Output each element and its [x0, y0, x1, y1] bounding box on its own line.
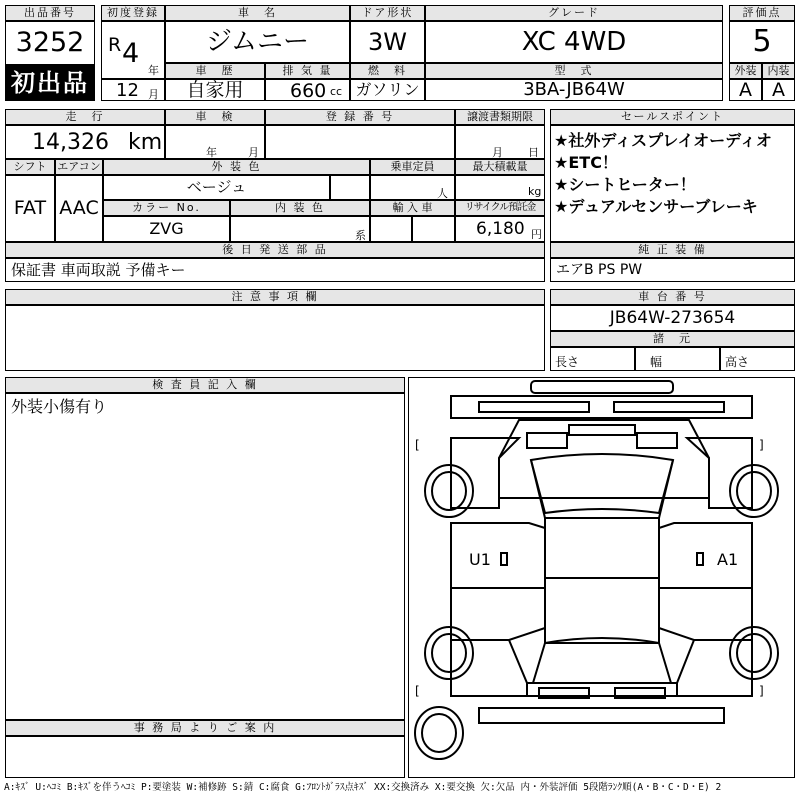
inspection-year-unit: 年 [206, 146, 217, 159]
spec-length-cell [550, 347, 635, 371]
transfer-day-unit: 日 [528, 146, 539, 159]
spec-length: 長さ [555, 355, 580, 369]
first-reg-label: 初度登録 [101, 5, 165, 21]
chassis-number: JB64W-273654 [550, 305, 795, 331]
spec-height-cell [720, 347, 795, 371]
score-label: 評価点 [729, 5, 795, 21]
lot-number: 3252 [5, 21, 95, 65]
sales-point-item: ★ETC！ [554, 153, 618, 172]
specs-label: 諸 元 [550, 331, 795, 347]
model-label: 型 式 [425, 63, 723, 79]
mileage-value: 14,326 [32, 130, 109, 155]
spec-width-cell [635, 347, 720, 371]
reg-year: 4 [122, 38, 140, 69]
color-no-label: カラー No. [103, 200, 230, 216]
office-label: 事 務 局 よ り ご 案 内 [5, 720, 405, 736]
grade: XC 4WD [425, 21, 723, 63]
car-name: ジムニー [165, 21, 350, 63]
recycle-unit: 円 [531, 228, 542, 241]
exterior-color: ベージュ [103, 175, 330, 200]
car-name-label: 車 名 [165, 5, 350, 21]
spec-width: 幅 [650, 355, 663, 369]
reg-number-label: 登 録 番 号 [265, 109, 455, 125]
history-value: 自家用 [165, 79, 265, 101]
sales-points-label: セールスポイント [550, 109, 795, 125]
genuine-equipment: エアB PS PW [550, 258, 795, 282]
reg-month: 12 [116, 80, 139, 101]
first-reg-month-cell [101, 79, 165, 101]
era-letter: R [108, 34, 122, 56]
damage-mark-right: A1 [717, 550, 739, 569]
shift-value: FAT [5, 175, 55, 242]
displacement-label: 排 気 量 [265, 63, 350, 79]
max-load-unit: kg [528, 185, 542, 198]
recycle-value: 6,180 [476, 219, 525, 239]
later-parts: 保証書 車両取説 予備キー [5, 258, 545, 282]
recycle-cell [455, 216, 545, 242]
bracket-front-right: ] [759, 438, 764, 452]
reg-number-cell [265, 125, 455, 159]
int-score: A [762, 79, 795, 101]
month-unit: 月 [148, 88, 159, 101]
ext-score-label: 外装 [729, 63, 762, 79]
exterior-color-label: 外 装 色 [103, 159, 370, 175]
damage-diagram [408, 377, 795, 778]
sales-point-item: ★デュアルセンサーブレーキ [554, 197, 758, 216]
import-cell-a [370, 216, 412, 242]
recycle-label: リサイクル預託金 [455, 200, 545, 216]
first-listing-badge: 初出品 [5, 65, 95, 101]
int-score-label: 内装 [762, 63, 795, 79]
spec-height: 高さ [725, 355, 750, 369]
damage-mark-left: U1 [469, 550, 491, 569]
aircon-value: AAC [55, 175, 103, 242]
interior-color-unit: 系 [355, 229, 366, 242]
inspection-month-unit: 月 [248, 146, 259, 159]
bracket-front-left: [ [415, 438, 420, 452]
office-box [5, 736, 405, 778]
inspection-label: 車 検 [165, 109, 265, 125]
interior-color-cell [230, 216, 370, 242]
model-code: 3BA-JB64W [425, 79, 723, 101]
notes-label: 注 意 事 項 欄 [5, 289, 545, 305]
transfer-cell [455, 125, 545, 159]
ext-score: A [729, 79, 762, 101]
displacement-value: 660 [290, 80, 327, 101]
notes-box [5, 305, 545, 371]
import-label: 輸 入 車 [370, 200, 455, 216]
sales-point-item: ★社外ディスプレイオーディオ [554, 131, 772, 150]
legend: A:ｷｽﾞ U:ﾍｺﾐ B:ｷｽﾞを伴うﾍｺﾐ P:要塗装 W:補修跡 S:錆 C:腐食 G:ﾌﾛﾝﾄｶﾞﾗｽ点ｷｽﾞ XX:交換済み X:要交換 欠:欠品 内・外装評価 5段階ﾗﾝｸ順(A・B・C・D・E) 2 [4, 782, 722, 793]
history-label: 車 歴 [165, 63, 265, 79]
color-no: ZVG [103, 216, 230, 242]
inspection-cell [165, 125, 265, 159]
mileage-label: 走 行 [5, 109, 165, 125]
displacement-unit: cc [330, 85, 343, 98]
inspector-notes: 外装小傷有り [5, 393, 405, 720]
capacity-label: 乗車定員 [370, 159, 455, 175]
door-label: ドア形状 [350, 5, 425, 21]
car-outline [409, 378, 794, 777]
aircon-label: エアコン [55, 159, 103, 175]
mileage-cell [5, 125, 165, 159]
displacement-cell [265, 79, 350, 101]
first-reg-year-cell [101, 21, 165, 79]
door-type: 3W [350, 21, 425, 63]
capacity-unit: 人 [437, 187, 448, 200]
genuine-label: 純 正 装 備 [550, 242, 795, 258]
chassis-label: 車 台 番 号 [550, 289, 795, 305]
sales-point-item: ★シートヒーター！ [554, 175, 696, 194]
max-load-cell [455, 175, 545, 200]
later-parts-label: 後 日 発 送 部 品 [5, 242, 545, 258]
grade-label: グレード [425, 5, 723, 21]
inspector-label: 検 査 員 記 入 欄 [5, 377, 405, 393]
transfer-label: 譲渡書類期限 [455, 109, 545, 125]
bracket-rear-left: [ [415, 684, 420, 698]
fuel-value: ガソリン [350, 79, 425, 101]
max-load-label: 最大積載量 [455, 159, 545, 175]
overall-score: 5 [729, 21, 795, 63]
year-unit: 年 [148, 64, 159, 77]
exterior-color-extra [330, 175, 370, 200]
fuel-label: 燃 料 [350, 63, 425, 79]
capacity-cell [370, 175, 455, 200]
import-cell-b [412, 216, 455, 242]
interior-color-label: 内 装 色 [230, 200, 370, 216]
transfer-month-unit: 月 [492, 146, 503, 159]
bracket-rear-right: ] [759, 684, 764, 698]
shift-label: シフト [5, 159, 55, 175]
mileage-unit: km [128, 130, 163, 155]
sales-points-box [550, 125, 795, 242]
lot-label: 出品番号 [5, 5, 95, 21]
